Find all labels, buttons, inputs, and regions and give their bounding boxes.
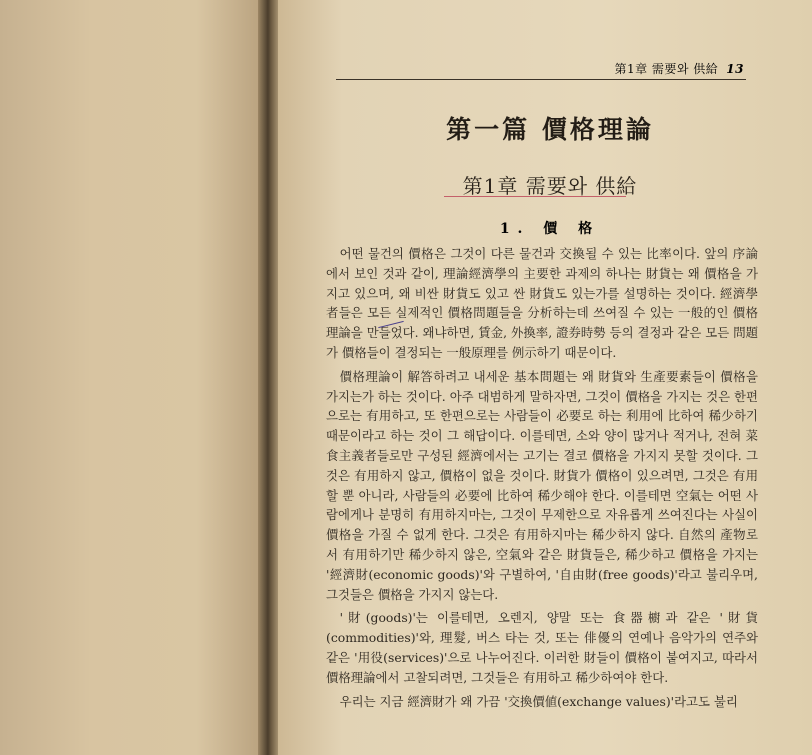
running-head-title: 第1章 需要와 供給: [614, 62, 719, 76]
chapter-title: 第1章 需要와 供給: [462, 174, 638, 198]
chapter-title-underline: [444, 196, 626, 197]
page-number: 13: [726, 62, 744, 76]
paragraph: 우리는 지금 經濟財가 왜 가끔 '交換價値(exchange values)'라고도 불리: [339, 693, 738, 709]
running-head: [326, 60, 744, 77]
part-title: 第一篇 價格理論: [446, 115, 654, 144]
book-gutter: [258, 0, 280, 755]
paragraph: '財(goods)'는 이를테면, 오렌지, 양말 또는 食器櫥과 같은 '財貨(commodities)'와, 理髮, 버스 타는 것, 또는 俳優의 연예나 음악가의 연주와 같은 '用役(services)'으로 나누어진다. 이러한 財들이 價格이 붙여지고, 따라서 價格理論에서 고찰되려면, 그것들은 有用하고 稀少하여야 한다.: [326, 610, 758, 685]
section-title: 1. 價 格: [499, 221, 601, 237]
paragraph: 어떤 물건의 價格은 그것이 다른 물건과 交換될 수 있는 比率이다. 앞의 序論에서 보인 것과 같이, 理論經濟學의 主要한 과제의 하나는 財貨는 왜 價格을 가지고 있으며, 왜 비싼 財貨도 있고 싼 財貨도 있는가를 설명하는 것이다. 經濟學者들은 모든 실제적인 價格問題들을 分析하는데 쓰여질 수 있는 一般的인 價格理論을 만들었다. 왜냐하면, 賃金, 外換率, 證券時勢 등의 결정과 같은 모든 問題가 價格들이 결정되는 一般原理를 例示하기 때문이다.: [326, 246, 758, 360]
paragraph: 價格理論이 解答하려고 내세운 基本問題는 왜 財貨와 生產要素들이 價格을 가지는가 하는 것이다. 아주 대범하게 말하자면, 그것이 價格을 가지는 것은 한편으로는 有用하고, 또 한편으로는 사람들이 必要로 하는 利用에 比하여 稀少하기 때문이라고 하는 것이 그 해답이다. 이를테면, 소와 양이 많거나 적거나, 전혀 菜食主義者들로만 구성된 經濟에서는 고기는 결코 價格을 가지지 못할 것이다. 그것은 有用하지 않고, 價格이 없을 것이다. 財貨가 價格이 있으려면, 그것은 有用할 뿐 아니라, 사람들의 必要에 比하여 稀少해야 한다. 이를테면 空氣는 어떤 사람에게나 분명히 有用하지마는, 그것이 무제한으로 자유롭게 쓰여진다는 사실이 價格을 가질 수 없게 한다. 그것은 有用하지마는 稀少하지 않다. 自然의 產物로서 有用하기만 稀少하지 않은, 空氣와 같은 財貨들은, 稀少하고 價格을 가지는 '經濟財(economic goods)'와 구별하여, '自由財(free goods)'라고 불리우며, 그것들은 價格을 가지지 않는다.: [326, 368, 758, 602]
body-text: [326, 244, 758, 711]
header-rule: [336, 79, 746, 80]
left-page: [0, 0, 262, 755]
